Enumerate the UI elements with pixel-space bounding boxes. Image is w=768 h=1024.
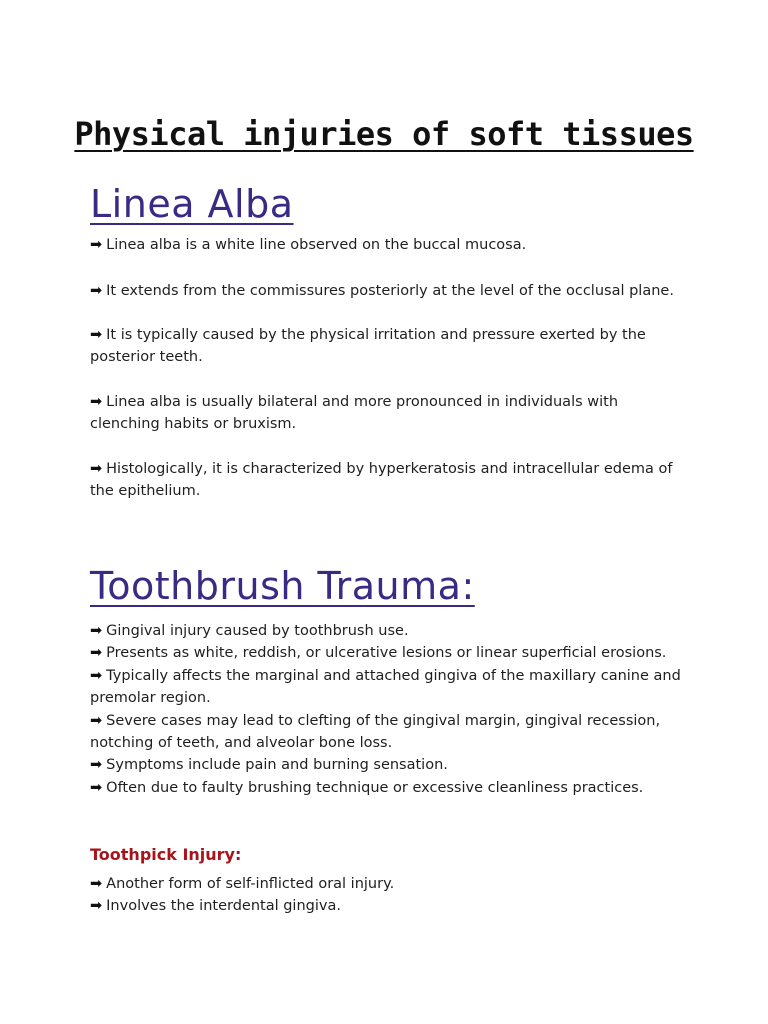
point-text: Typically affects the marginal and attached gingiva of the maxillary canine and premolar region.	[90, 667, 681, 707]
point-text: Gingival injury caused by toothbrush use.	[106, 623, 409, 639]
list-item	[90, 754, 690, 776]
point-text: Involves the interdental gingiva.	[106, 898, 341, 915]
linea-alba-point	[90, 280, 690, 302]
linea-alba-point	[90, 324, 690, 368]
right-arrow-icon: ➡	[90, 623, 103, 639]
right-arrow-icon: ➡	[90, 898, 103, 915]
toothbrush-trauma-heading: Toothbrush Trauma:	[90, 564, 475, 608]
list-item	[90, 777, 690, 799]
toothpick-injury-heading: Toothpick Injury:	[90, 845, 242, 864]
right-arrow-icon: ➡	[90, 757, 103, 774]
linea-alba-point	[90, 458, 690, 502]
linea-alba-point	[90, 391, 690, 435]
right-arrow-icon: ➡	[90, 876, 103, 892]
list-item	[90, 873, 690, 895]
right-arrow-icon: ➡	[90, 461, 103, 477]
right-arrow-icon: ➡	[90, 394, 103, 410]
point-text: Histologically, it is characterized by hyperkeratosis and intracellular edema of the epithelium.	[90, 461, 673, 499]
right-arrow-icon: ➡	[90, 779, 103, 796]
point-text: Linea alba is usually bilateral and more pronounced in individuals with clenching habits or bruxism.	[90, 394, 619, 432]
point-text: Often due to faulty brushing technique or excessive cleanliness practices.	[106, 779, 644, 796]
page-title: Physical injuries of soft tissues	[74, 115, 694, 153]
point-text: Presents as white, reddish, or ulcerative lesions or linear superficial erosions.	[106, 645, 667, 662]
point-text: It is typically caused by the physical irritation and pressure exerted by the posterior teeth.	[90, 327, 646, 365]
list-item	[90, 620, 690, 642]
list-item	[90, 642, 690, 664]
linea-alba-point	[90, 234, 690, 256]
point-text: Symptoms include pain and burning sensation.	[106, 757, 448, 774]
list-item	[90, 665, 690, 710]
right-arrow-icon: ➡	[90, 712, 103, 729]
point-text: It extends from the commissures posteriorly at the level of the occlusal plane.	[106, 283, 674, 299]
list-item	[90, 710, 690, 755]
point-text: Linea alba is a white line observed on the buccal mucosa.	[106, 237, 527, 253]
toothbrush-trauma-list	[90, 620, 690, 799]
linea-alba-heading: Linea Alba	[90, 182, 294, 226]
toothpick-injury-list	[90, 873, 690, 918]
right-arrow-icon: ➡	[90, 237, 103, 253]
point-text: Another form of self-inflicted oral injury.	[106, 876, 395, 892]
right-arrow-icon: ➡	[90, 645, 103, 662]
right-arrow-icon: ➡	[90, 327, 103, 343]
right-arrow-icon: ➡	[90, 283, 103, 299]
point-text: Severe cases may lead to clefting of the gingival margin, gingival recession, notching of teeth, and alveolar bone loss.	[90, 712, 661, 752]
list-item	[90, 895, 690, 917]
right-arrow-icon: ➡	[90, 667, 103, 684]
